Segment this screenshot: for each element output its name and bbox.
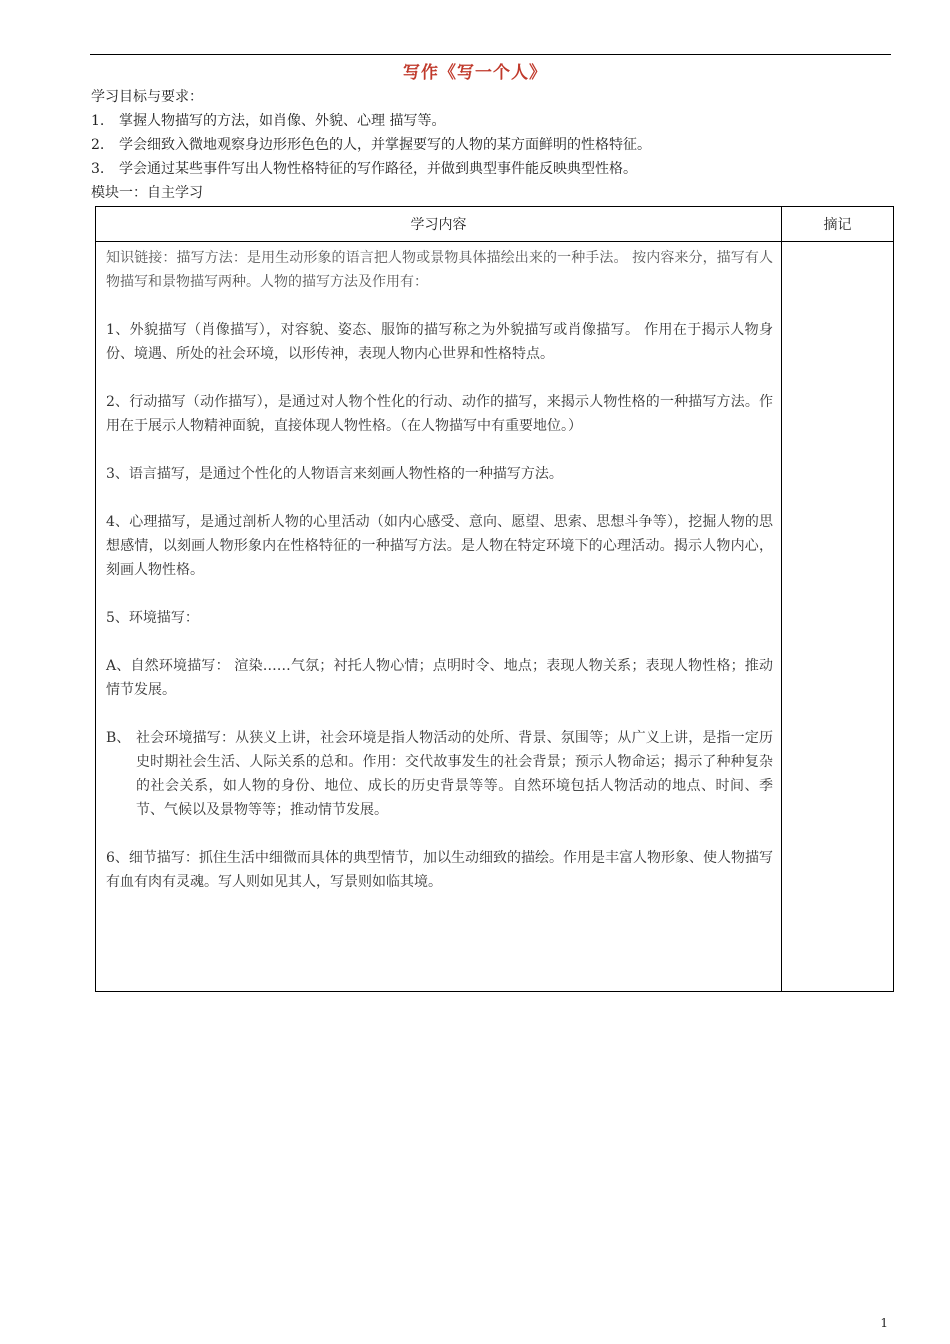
environment-description-heading: 5、环境描写：	[106, 610, 199, 626]
social-environment-text: 社会环境描写：从狭义上讲，社会环境是指人物活动的处所、背景、氛围等；从广义上讲，是指一定历史时期社会生活、人际关系的总和。作用：交代故事发生的社会背景；预示人物命运；揭示了种种复杂的社会关系，如人物的身份、地位、成长的历史背景等等。自然环境包括人物活动的地点、时间、季节、气候以及景物等等；推动情节发展。	[136, 730, 773, 818]
header-rule	[90, 54, 891, 55]
study-table	[95, 206, 894, 992]
objective-item	[91, 133, 651, 157]
objectives-heading: 学习目标与要求：	[91, 89, 203, 105]
action-description-paragraph: 2、行动描写（动作描写），是通过对人物个性化的行动、动作的描写，来揭示人物性格的一种描写方法。作用在于展示人物精神面貌，直接体现人物性格。（在人物描写中有重要地位。）	[106, 394, 773, 434]
objective-number: 1.	[91, 113, 105, 129]
table-header-row	[96, 207, 894, 242]
objective-number: 3.	[91, 161, 105, 177]
header-notes: 摘记	[782, 207, 894, 242]
social-environment-paragraph	[106, 726, 773, 822]
module-heading: 模块一：自主学习	[91, 185, 203, 201]
objective-item	[91, 157, 651, 181]
study-content-cell	[96, 242, 782, 992]
table-body-row	[96, 242, 894, 992]
page-title: 写作《写一个人》	[403, 63, 547, 83]
natural-environment-paragraph: A、自然环境描写： 渲染……气氛；衬托人物心情；点明时令、地点；表现人物关系；表现人物性格；推动情节发展。	[106, 658, 773, 698]
header-study-content: 学习内容	[96, 207, 782, 242]
appearance-description-paragraph: 1、外貌描写（肖像描写），对容貌、姿态、服饰的描写称之为外貌描写或肖像描写。 作用在于揭示人物身份、境遇、所处的社会环境，以形传神，表现人物内心世界和性格特点。	[106, 322, 773, 362]
language-description-paragraph: 3、语言描写，是通过个性化的人物语言来刻画人物性格的一种描写方法。	[106, 466, 563, 482]
objective-item	[91, 109, 651, 133]
objective-text: 掌握人物描写的方法，如肖像、外貌、心理 描写等。	[119, 113, 446, 129]
objective-number: 2.	[91, 137, 105, 153]
objectives-section	[91, 85, 651, 205]
detail-description-paragraph: 6、细节描写：抓住生活中细微而具体的典型情节，加以生动细致的描绘。作用是丰富人物形象、使人物描写 有血有肉有灵魂。写人则如见其人，写景则如临其境。	[106, 850, 773, 890]
notes-cell[interactable]	[782, 242, 894, 992]
objective-text: 学会细致入微地观察身边形形色色的人，并掌握要写的人物的某方面鲜明的性格特征。	[119, 137, 651, 153]
social-environment-label: B、	[106, 730, 131, 746]
objective-text: 学会通过某些事件写出人物性格特征的写作路径，并做到典型事件能反映典型性格。	[119, 161, 637, 177]
page-number: 1	[880, 1316, 888, 1330]
psychology-description-paragraph: 4、心理描写，是通过剖析人物的心里活动（如内心感受、意向、愿望、思索、思想斗争等），挖掘人物的思想感情，以刻画人物形象内在性格特征的一种描写方法。是人物在特定环境下的心理活动。揭示人物内心，刻画人物性格。	[106, 514, 773, 578]
intro-paragraph: 知识链接：描写方法：是用生动形象的语言把人物或景物具体描绘出来的一种手法。 按内容来分，描写有人物描写和景物描写两种。人物的描写方法及作用有：	[106, 250, 773, 290]
